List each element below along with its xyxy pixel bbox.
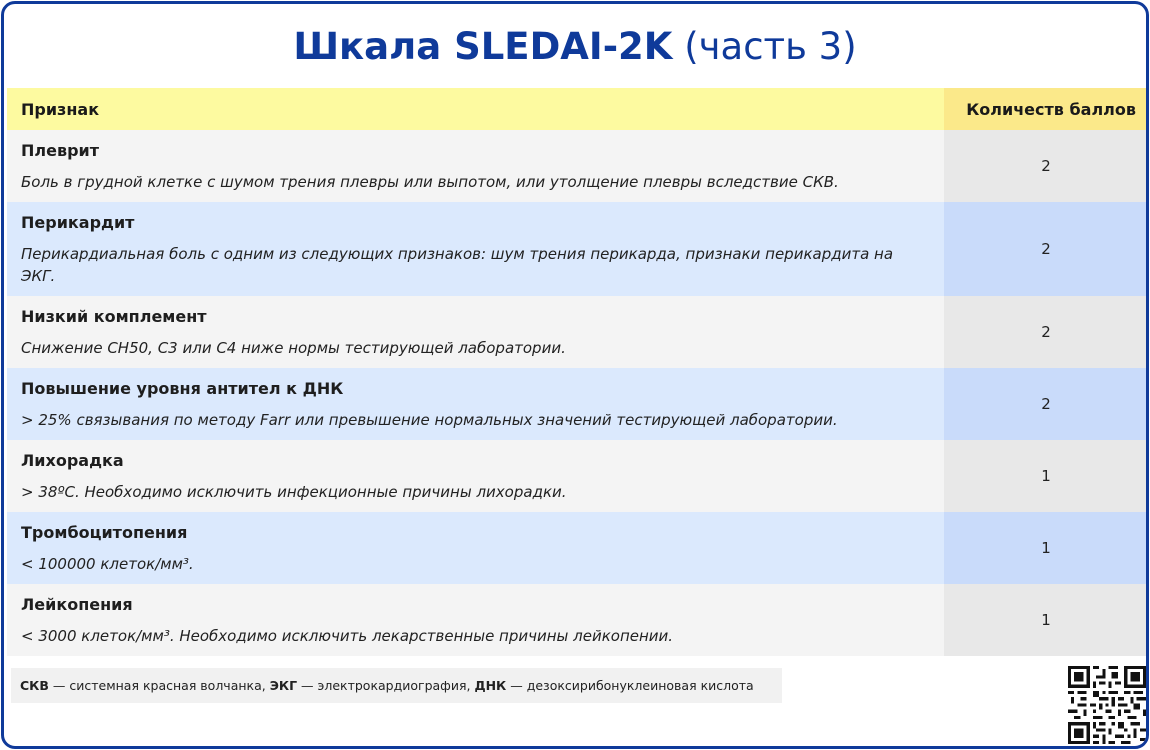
abbr-skv: СКВ (20, 678, 49, 693)
sign-cell (7, 584, 944, 656)
qr-code-icon[interactable] (1068, 666, 1146, 744)
sign-cell (7, 130, 944, 202)
sign-description: < 3000 клеток/мм³. Необходимо исключить лекарственные причины лейкопении. (21, 627, 674, 645)
abbr-ekg-text: — электрокардиография, (297, 678, 475, 693)
sign-name: Повышение уровня антител к ДНК (21, 379, 344, 398)
title-main: Шкала SLEDAI-2K (293, 25, 673, 68)
table-row (7, 440, 1148, 512)
sign-description: > 25% связывания по методу Farr или превышение нормальных значений тестирующей лаборатории. (21, 411, 838, 429)
sign-description: Перикардиальная боль с одним из следующих признаков: шум трения перикарда, признаки перикардита на ЭКГ. (21, 245, 894, 285)
score-cell: 1 (944, 512, 1148, 584)
score-cell: 2 (944, 202, 1148, 296)
sign-cell (7, 440, 944, 512)
sign-description: < 100000 клеток/мм³. (21, 555, 194, 573)
sledai-table (7, 88, 1148, 656)
score-cell: 2 (944, 368, 1148, 440)
abbr-dnk: ДНК (474, 678, 507, 693)
table-row (7, 368, 1148, 440)
table-row (7, 512, 1148, 584)
abbr-ekg: ЭКГ (269, 678, 298, 693)
sign-name: Перикардит (21, 213, 135, 232)
page-title (4, 22, 1146, 72)
sign-cell (7, 202, 944, 296)
sign-name: Низкий комплемент (21, 307, 207, 326)
table-header-row (7, 88, 1148, 130)
score-cell: 2 (944, 130, 1148, 202)
abbr-dnk-text: — дезоксирибонуклеиновая кислота (506, 678, 754, 693)
score-cell: 2 (944, 296, 1148, 368)
sign-cell (7, 512, 944, 584)
sign-cell (7, 296, 944, 368)
abbr-skv-text: — системная красная волчанка, (48, 678, 270, 693)
score-cell: 1 (944, 440, 1148, 512)
table-row (7, 584, 1148, 656)
table-row (7, 130, 1148, 202)
sign-description: Снижение CH50, C3 или C4 ниже нормы тестирующей лаборатории. (21, 339, 566, 357)
abbreviations-footnote (11, 668, 782, 703)
sign-description: > 38ºC. Необходимо исключить инфекционные причины лихорадки. (21, 483, 567, 501)
header-sign: Признак (7, 88, 944, 130)
header-score: Количеств баллов (944, 88, 1148, 130)
sign-name: Тромбоцитопения (21, 523, 188, 542)
score-cell: 1 (944, 584, 1148, 656)
sign-cell (7, 368, 944, 440)
title-part: (часть 3) (684, 25, 857, 68)
sign-name: Плеврит (21, 141, 100, 160)
sign-name: Лихорадка (21, 451, 124, 470)
table-row (7, 296, 1148, 368)
table-row (7, 202, 1148, 296)
sign-description: Боль в грудной клетке с шумом трения плевры или выпотом, или утолщение плевры вследствие СКВ. (21, 173, 839, 191)
sign-name: Лейкопения (21, 595, 133, 614)
card-frame (1, 1, 1149, 749)
